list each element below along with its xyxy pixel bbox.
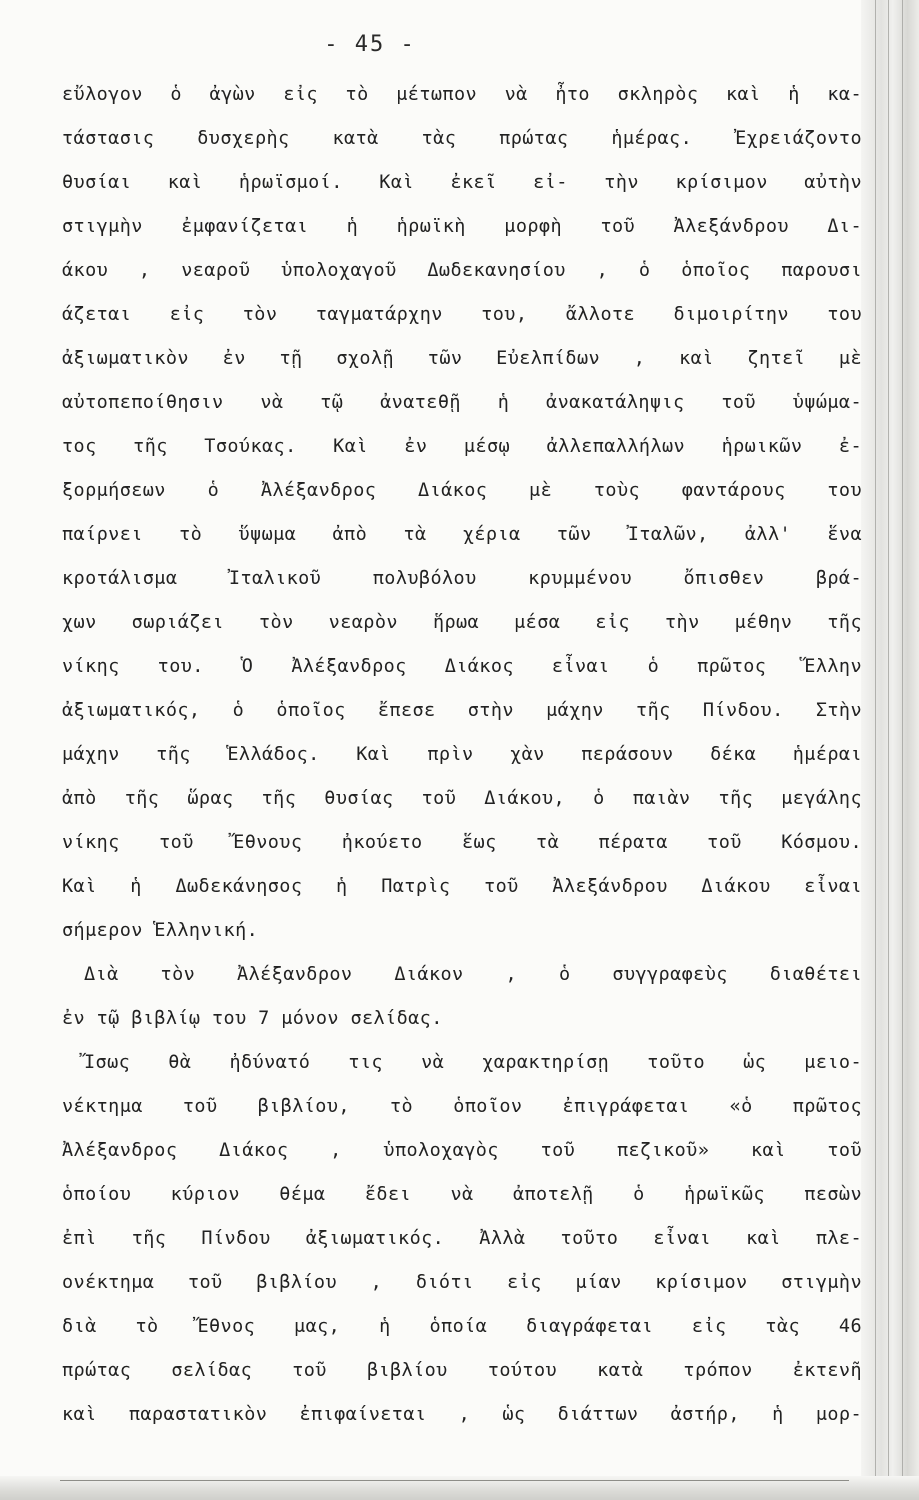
- text-line: στιγμὴν ἐμφανίζεται ἡ ἡρωϊκὴ μορφὴ τοῦ Ἀλεξάνδρου Δι-: [62, 216, 862, 237]
- text-line: ἐν τῷ βιβλίῳ του 7 μόνον σελίδας.: [62, 1008, 443, 1029]
- text-line: Καὶ ἡ Δωδεκάνησος ἡ Πατρὶς τοῦ Ἀλεξάνδρου Διάκου εἶναι: [62, 876, 862, 897]
- text-line: νίκης του. Ὁ Ἀλέξανδρος Διάκος εἶναι ὁ πρῶτος Ἕλλην: [62, 656, 862, 677]
- text-line: χων σωριάζει τὸν νεαρὸν ἥρωα μέσα εἰς τὴν μέθην τῆς: [62, 612, 862, 633]
- text-line: ονέκτημα τοῦ βιβλίου , διότι εἰς μίαν κρίσιμον στιγμὴν: [62, 1272, 862, 1293]
- text-line: σήμερον Ἑλληνική.: [62, 920, 259, 941]
- text-line: ἀπὸ τῆς ὥρας τῆς θυσίας τοῦ Διάκου, ὁ παιὰν τῆς μεγάλης: [62, 788, 862, 809]
- text-line: ὁποίου κύριον θέμα ἔδει νὰ ἀποτελῇ ὁ ἡρωϊκῶς πεσὼν: [62, 1184, 862, 1205]
- text-line: εὔλογον ὁ ἀγὼν εἰς τὸ μέτωπον νὰ ἦτο σκληρὸς καὶ ἡ κα-: [62, 84, 862, 105]
- text-line: νίκης τοῦ Ἔθνους ἠκούετο ἕως τὰ πέρατα τοῦ Κόσμου.: [62, 832, 862, 853]
- text-line: τάστασις δυσχερὴς κατὰ τὰς πρώτας ἡμέρας. Ἐχρειάζοντο: [62, 128, 862, 149]
- scan-binding-edge: [861, 0, 919, 1500]
- body-text: [62, 73, 862, 1437]
- scan-bottom-edge: [0, 1476, 919, 1500]
- text-line: κροτάλισμα Ἰταλικοῦ πολυβόλου κρυμμένου ὄπισθεν βρά-: [62, 568, 862, 589]
- text-line: τος τῆς Τσούκας. Καὶ ἐν μέσῳ ἀλλεπαλλήλων ἡρωικῶν ἐ-: [62, 436, 862, 457]
- text-line: Ἴσως θὰ ἠδύνατό τις νὰ χαρακτηρίσῃ τοῦτο ὡς μειο-: [84, 1052, 862, 1073]
- text-line: άζεται εἰς τὸν ταγματάρχην του, ἄλλοτε διμοιρίτην του: [62, 304, 862, 325]
- text-line: Ἀλέξανδρος Διάκος , ὑπολοχαγὸς τοῦ πεζικοῦ» καὶ τοῦ: [62, 1140, 862, 1161]
- text-line: πρώτας σελίδας τοῦ βιβλίου τούτου κατὰ τρόπον ἐκτενῆ: [62, 1360, 862, 1381]
- text-line: ἀξιωματικὸν ἐν τῇ σχολῇ τῶν Εὐελπίδων , καὶ ζητεῖ μὲ: [62, 348, 862, 369]
- text-line: νέκτημα τοῦ βιβλίου, τὸ ὁποῖον ἐπιγράφεται «ὁ πρῶτος: [62, 1096, 862, 1117]
- text-line: θυσίαι καὶ ἡρωϊσμοί. Καὶ ἐκεῖ εἰ- τὴν κρίσιμον αὐτὴν: [62, 172, 862, 193]
- text-line: άκου , νεαροῦ ὑπολοχαγοῦ Δωδεκανησίου , ὁ ὁποῖος παρουσι: [62, 260, 862, 281]
- text-line: καὶ παραστατικὸν ἐπιφαίνεται , ὡς διάττων ἀστήρ, ἡ μορ-: [62, 1404, 862, 1425]
- text-line: διὰ τὸ Ἔθνος μας, ἡ ὁποία διαγράφεται εἰς τὰς 46: [62, 1316, 862, 1337]
- page-number: - 45 -: [324, 32, 416, 57]
- text-line: παίρνει τὸ ὕψωμα ἀπὸ τὰ χέρια τῶν Ἰταλῶν, ἀλλ' ἕνα: [62, 524, 862, 545]
- text-line: ἐπὶ τῆς Πίνδου ἀξιωματικός. Ἀλλὰ τοῦτο εἶναι καὶ πλε-: [62, 1228, 862, 1249]
- text-line: Διὰ τὸν Ἀλέξανδρον Διάκον , ὁ συγγραφεὺς διαθέτει: [84, 964, 862, 985]
- text-line: αὐτοπεποίθησιν νὰ τῷ ἀνατεθῇ ἡ ἀνακατάληψις τοῦ ὑψώμα-: [62, 392, 862, 413]
- text-line: μάχην τῆς Ἑλλάδος. Καὶ πρὶν χὰν περάσουν δέκα ἡμέραι: [62, 744, 862, 765]
- text-line: ἀξιωματικός, ὁ ὁποῖος ἔπεσε στὴν μάχην τῆς Πίνδου. Στὴν: [62, 700, 862, 721]
- text-line: ξορμήσεων ὁ Ἀλέξανδρος Διάκος μὲ τοὺς φαντάρους του: [62, 480, 862, 501]
